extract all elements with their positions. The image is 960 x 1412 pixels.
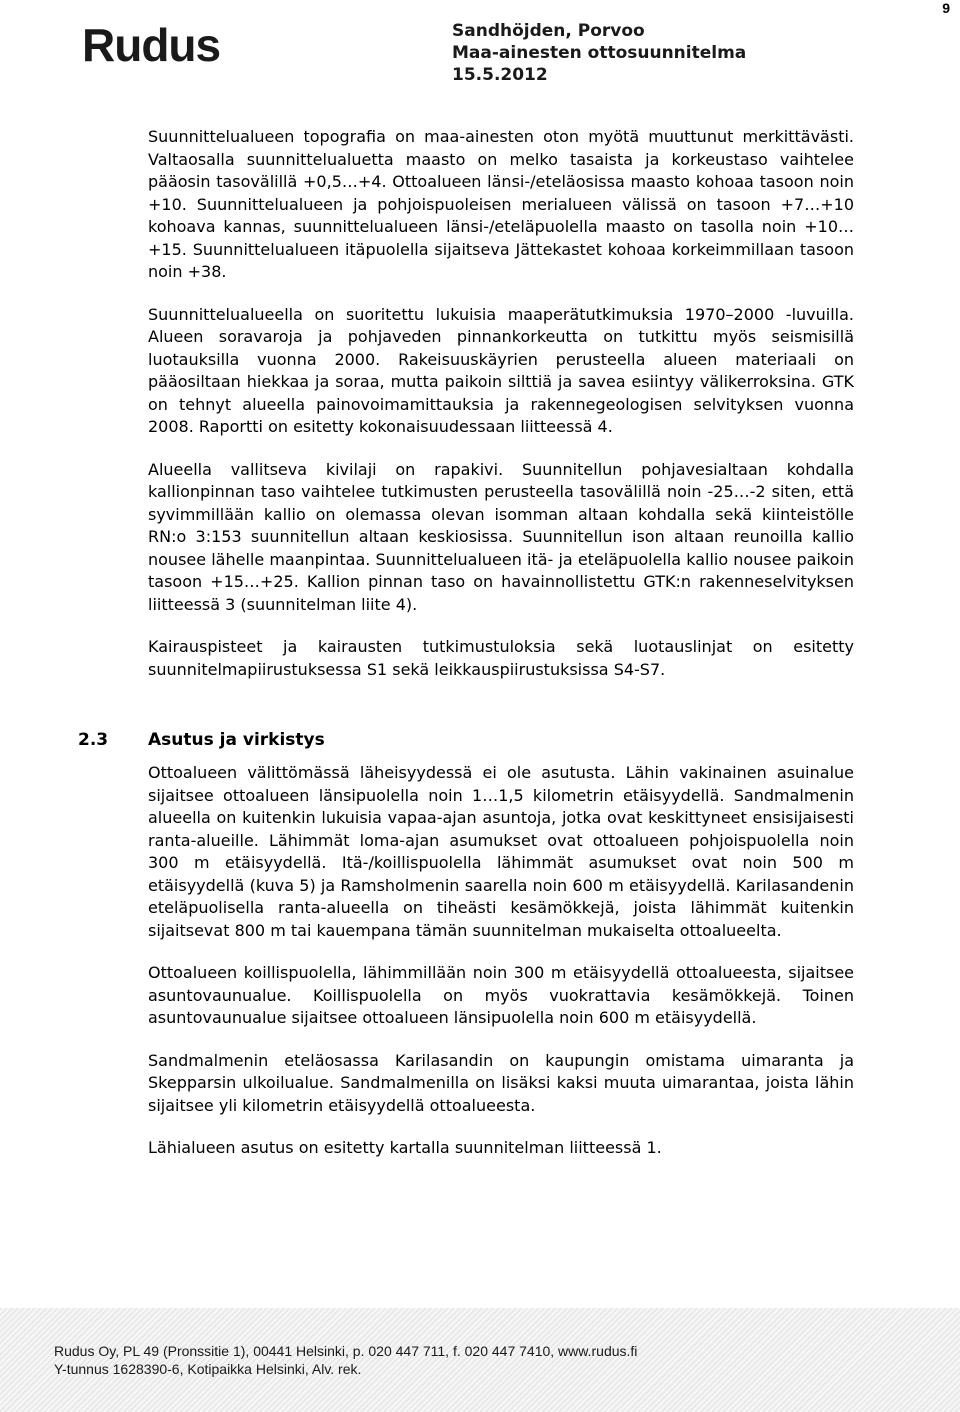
paragraph: Alueella vallitseva kivilaji on rapakivi. Suunnitellun pohjavesialtaan kohdalla kallionpinnan taso vaihtelee tutkimusten perusteella tasovälillä noin -25…-2 siten, että syvimmillään kallio on olemassa olevan isomman altaan kohdalla sekä kiinteistölle RN:o 3:153 suunnitellun altaan keskiosissa. Suunnitellun ison altaan reunoilla kallio nousee lähelle maanpintaa. Suunnittelualueen itä- ja eteläpuolella kallio nousee paikoin tasoon +15…+25. Kallion pinnan taso on havainnollistettu GTK:n rakenneselvityksen liitteessä 3 (suunnitelman liite 4). xyxy=(148,459,854,614)
page-number: 9 xyxy=(942,0,950,16)
paragraph: Suunnittelualueella on suoritettu lukuisia maaperätutkimuksia 1970–2000 -luvuilla. Alueen soravaroja ja pohjaveden pinnankorkeutta on tutkittu myös seismisillä luotauksilla vuonna 2000. Rakeisuuskäyrien perusteella alueen materiaali on pääosiltaan hiekkaa ja soraa, mutta paikoin silttiä ja savea esiintyy välikerroksina. GTK on tehnyt alueella painovoimamittauksia ja rakennegeologisen selvityksen vuonna 2008. Raportti on esitetty kokonaisuudessaan liitteessä 4. xyxy=(148,304,854,436)
header-location: Sandhöjden, Porvoo xyxy=(452,21,645,41)
paragraph: Ottoalueen koillispuolella, lähimmillään noin 300 m etäisyydellä ottoalueesta, sijaitsee asuntovaunualue. Koillispuolella on myös vuokrattavia kesämökkejä. Toinen asuntovaunualue sijaitsee ottoalueen länsipuolella noin 600 m etäisyydellä. xyxy=(148,963,854,1027)
header-document-title: Maa-ainesten ottosuunnitelma xyxy=(452,43,747,63)
paragraph: Kairauspisteet ja kairausten tutkimustuloksia sekä luotauslinjat on esitetty suunnitelmapiirustuksessa S1 sekä leikkauspiirustuksissa S4-S7. xyxy=(148,637,854,679)
section-number: 2.3 xyxy=(78,730,109,750)
paragraph: Lähialueen asutus on esitetty kartalla suunnitelman liitteessä 1. xyxy=(148,1138,662,1157)
footer-business-id: Y-tunnus 1628390-6, Kotipaikka Helsinki, Alv. rek. xyxy=(54,1361,362,1377)
document-header xyxy=(452,20,746,86)
footer-text xyxy=(54,1342,637,1378)
footer-contact: Rudus Oy, PL 49 (Pronssitie 1), 00441 Helsinki, p. 020 447 711, f. 020 447 7410, www.rudus.fi xyxy=(54,1343,638,1359)
section-topography xyxy=(148,126,854,701)
paragraph: Sandmalmenin eteläosassa Karilasandin on kaupungin omistama uimaranta ja Skepparsin ulkoilualue. Sandmalmenilla on lisäksi kaksi muuta uimarantaa, joista lähin sijaitsee yli kilometrin etäisyydellä ottoalueesta. xyxy=(148,1050,854,1115)
paragraph: Suunnittelualueen topografia on maa-ainesten oton myötä muuttunut merkittävästi. Valtaosalla suunnittelualuetta maasto on melko tasaista ja korkeustaso vaihtelee pääosin tasovälillä +0,5…+4. Ottoalueen länsi-/eteläosissa maasto kohoaa tasoon noin +10. Suunnittelualueen ja pohjoispuoleisen merialueen välissä on tasoon +7…+10 kohoava kannas, suunnittelualueen länsi-/eteläpuolella maasto on tasolla noin +10…+15. Suunnittelualueen itäpuolella sijaitseva Jättekastet kohoaa korkeimmillaan tasoon noin +38. xyxy=(148,127,854,281)
section-settlement xyxy=(148,762,854,1180)
section-heading xyxy=(78,730,325,750)
header-date: 15.5.2012 xyxy=(452,65,548,85)
page-footer xyxy=(0,1308,960,1412)
rudus-logo: Rudus xyxy=(82,19,221,71)
section-title: Asutus ja virkistys xyxy=(148,730,325,750)
paragraph: Ottoalueen välittömässä läheisyydessä ei ole asutusta. Lähin vakinainen asuinalue sijaitsee ottoalueen länsipuolella noin 1…1,5 kilometrin etäisyydellä. Sandmalmenin alueella on kuitenkin lukuisia vapaa-ajan asuntoja, jotka ovat keskittyneet ensisijaisesti ranta-alueille. Lähimmät loma-ajan asumukset ovat ottoalueen pohjoispuolella noin 300 m etäisyydellä. Itä-/koillispuolella lähimmät asumukset ovat noin 500 m etäisyydellä (kuva 5) ja Ramsholmenin saarella noin 600 m etäisyydellä. Karilasandenin eteläpuolisella ranta-alueella on tiheästi kesämökkejä, joista lähimmät kuitenkin sijaitsevat 800 m tai kauempana tämän suunnitelman mukaiselta ottoalueelta. xyxy=(148,763,854,940)
